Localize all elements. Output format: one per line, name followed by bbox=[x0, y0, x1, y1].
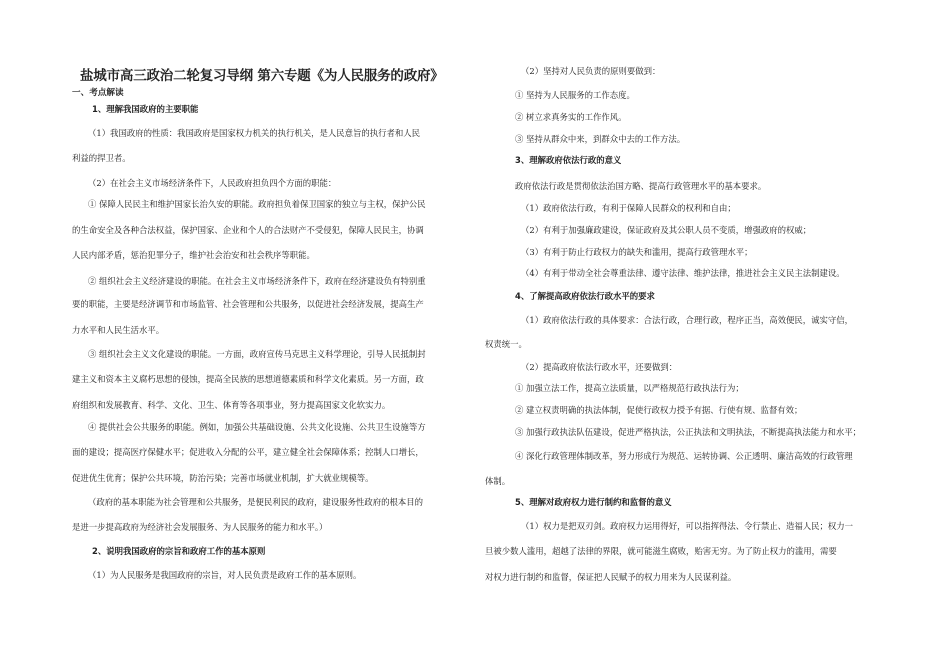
text-line: 政府依法行政是贯彻依法治国方略、提高行政管理水平的基本要求。 bbox=[515, 181, 767, 191]
text-line: （1）为人民服务是我国政府的宗旨，对人民负责是政府工作的基本原则。 bbox=[88, 570, 362, 580]
text-line: （2）坚持对人民负责的原则要做到： bbox=[521, 66, 661, 76]
text-line: ① 保障人民民主和维护国家长治久安的职能。政府担负着保卫国家的独立与主权，保护公民 bbox=[88, 199, 426, 209]
text-line: 建主义和资本主义腐朽思想的侵蚀，提高全民族的思想道德素质和科学文化素质。另一方面，政 bbox=[72, 374, 424, 384]
text-line: 面的建设；提高医疗保健水平；促进收入分配的公平，建立健全社会保障体系；控制人口增长， bbox=[72, 447, 424, 457]
text-line: 权责统一。 bbox=[485, 339, 527, 349]
section-heading: 5、理解对政府权力进行制约和监督的意义 bbox=[515, 497, 672, 507]
text-line: 人民内部矛盾，惩治犯罪分子，维护社会治安和社会秩序等职能。 bbox=[72, 250, 315, 260]
text-line: ② 组织社会主义经济建设的职能。在社会主义市场经济条件下，政府在经济建设负有特别重 bbox=[88, 276, 426, 286]
section-heading: 一、考点解读 bbox=[72, 88, 124, 98]
text-line: （4）有利于带动全社会尊重法律、遵守法律、维护法律，推进社会主义民主法制建设。 bbox=[521, 268, 845, 278]
text-line: 府组织和发展教育、科学、文化、卫生、体育等各项事业，努力提高国家文化软实力。 bbox=[72, 400, 391, 410]
text-line: （政府的基本职能为社会管理和公共服务，是便民利民的政府，建设服务性政府的根本目的 bbox=[88, 497, 423, 507]
text-line: ① 坚持为人民服务的工作态度。 bbox=[515, 90, 635, 100]
section-heading: 2、说明我国政府的宗旨和政府工作的基本原则 bbox=[92, 546, 266, 556]
section-heading: 1、理解我国政府的主要职能 bbox=[92, 104, 199, 114]
text-line: ① 加强立法工作，提高立法质量，以严格规范行政执法行为； bbox=[515, 383, 744, 393]
text-line: （2）提高政府依法行政水平，还要做到： bbox=[521, 362, 678, 372]
text-line: （2）有利于加强廉政建设，保证政府及其公职人员不变质，增强政府的权威； bbox=[521, 225, 812, 235]
text-line: 利益的捍卫者。 bbox=[72, 153, 131, 163]
section-heading: 4、了解提高政府依法行政水平的要求 bbox=[515, 291, 655, 301]
text-line: （1）政府依法行政，有利于保障人民群众的权利和自由； bbox=[521, 203, 736, 213]
text-line: ③ 加强行政执法队伍建设，促进严格执法，公正执法和文明执法，不断提高执法能力和水平； bbox=[515, 427, 862, 437]
text-line: ④ 提供社会公共服务的职能。例如，加强公共基础设施、公共文化设施、公共卫生设施等方 bbox=[88, 422, 426, 432]
text-line: ③ 坚持从群众中来，到群众中去的工作方法。 bbox=[515, 134, 686, 144]
text-line: （1）我国政府的性质：我国政府是国家权力机关的执行机关，是人民意旨的执行者和人民 bbox=[88, 128, 420, 138]
text-line: （1）权力是把双刃剑。政府权力运用得好，可以指挥得法、令行禁止、造福人民；权力一 bbox=[521, 521, 853, 531]
text-line: 的生命安全及各种合法权益，保护国家、企业和个人的合法财产不受侵犯，保障人民民主，协调 bbox=[72, 225, 424, 235]
text-line: 是进一步提高政府为经济社会发展服务、为人民服务的能力和水平。） bbox=[72, 522, 328, 532]
text-line: （1）政府依法行政的具体要求：合法行政，合理行政，程序正当，高效便民，诚实守信， bbox=[521, 315, 853, 325]
text-line: （3）有利于防止行政权力的缺失和滥用，提高行政管理水平； bbox=[521, 247, 753, 257]
text-line: ③ 组织社会主义文化建设的职能。一方面，政府宣传马克思主义科学理论，引导人民抵制封 bbox=[88, 349, 426, 359]
text-line: 体制。 bbox=[485, 476, 511, 486]
text-line: 旦被少数人滥用，超越了法律的界限，就可能滋生腐败，贻害无穷。为了防止权力的滥用，需要 bbox=[485, 546, 837, 556]
text-line: 对权力进行制约和监督，保证把人民赋予的权力用来为人民谋利益。 bbox=[485, 572, 737, 582]
text-line: 力水平和人民生活水平。 bbox=[72, 325, 165, 335]
page-title: 盐城市高三政治二轮复习导纲 第六专题《为人民服务的政府》 bbox=[80, 68, 444, 84]
text-line: ② 建立权责明确的执法体制，促使行政权力授予有据、行使有规、监督有效； bbox=[515, 405, 803, 415]
text-line: ② 树立求真务实的工作作风。 bbox=[515, 112, 627, 122]
text-line: 要的职能，主要是经济调节和市场监管、社会管理和公共服务，以促进社会经济发展，提高生产 bbox=[72, 299, 424, 309]
text-line: 促进优生优育；保护公共环境，防治污染；完善市场就业机制，扩大就业规模等。 bbox=[72, 473, 374, 483]
text-line: （2）在社会主义市场经济条件下，人民政府担负四个方面的职能： bbox=[88, 178, 337, 188]
section-heading: 3、理解政府依法行政的意义 bbox=[515, 155, 622, 165]
text-line: ④ 深化行政管理体制改革，努力形成行为规范、运转协调、公正透明、廉洁高效的行政管理 bbox=[515, 451, 853, 461]
